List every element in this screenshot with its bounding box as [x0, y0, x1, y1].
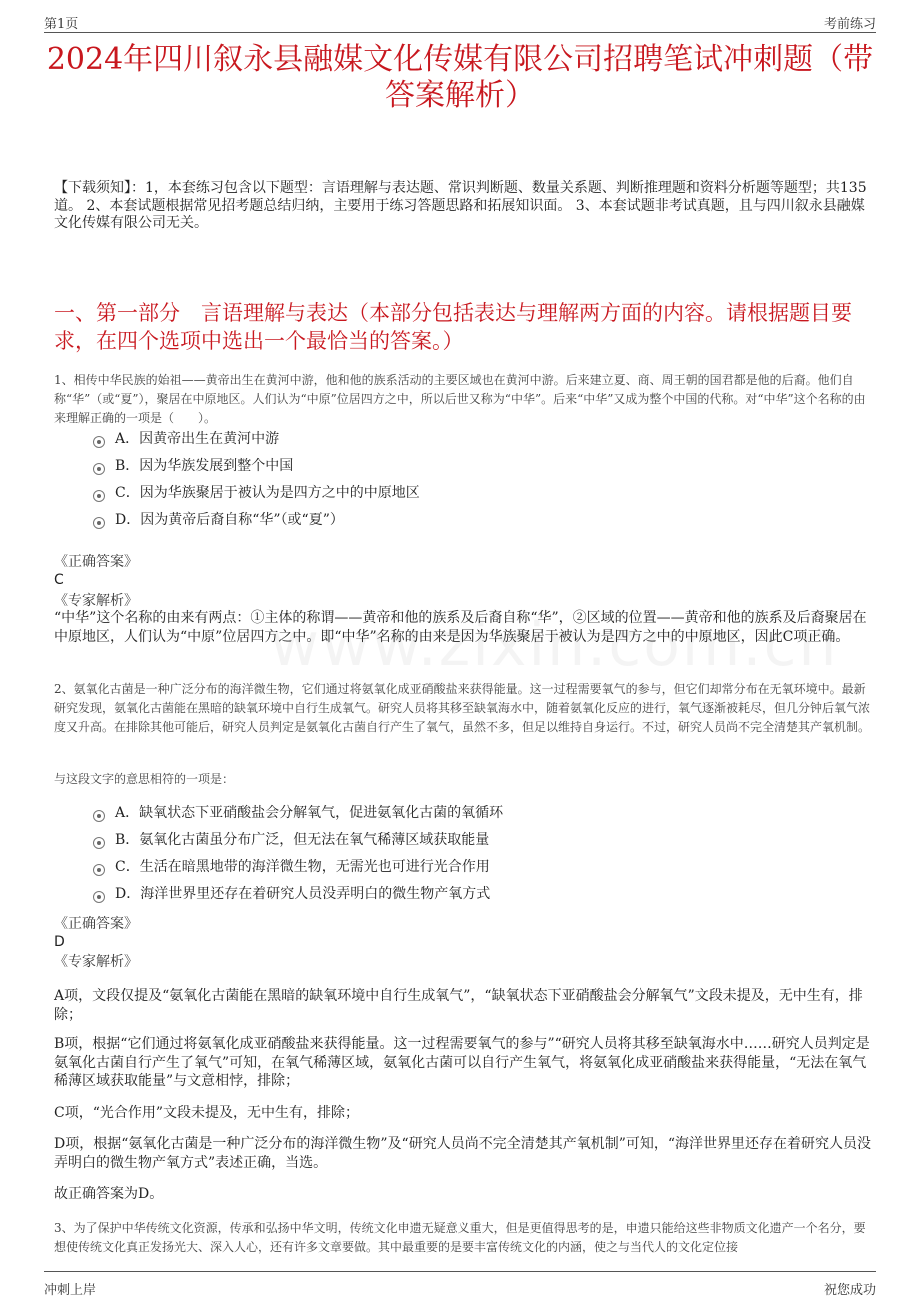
question-2-answer: D	[54, 934, 65, 950]
question-2-option-c[interactable]: C．生活在暗黑地带的海洋微生物，无需光也可进行光合作用	[93, 856, 853, 883]
radio-icon[interactable]	[93, 837, 105, 849]
radio-icon[interactable]	[93, 436, 105, 448]
radio-icon[interactable]	[93, 810, 105, 822]
question-3-stem: 3、为了保护中华传统文化资源，传承和弘扬中华文明，传统文化申遗无疑意义重大，但是更值得思考的是，申遗只能给这些非物质文化遗产一个名分，要想使传统文化真正发扬光大、深入人心，还有许多文章要做。其中最重要的是要丰富传统文化的内涵，使之与当代人的文化定位接	[54, 1221, 866, 1254]
radio-icon[interactable]	[93, 517, 105, 529]
page-footer	[44, 1271, 876, 1302]
document-title: 2024年四川叙永县融媒文化传媒有限公司招聘笔试冲刺题（带答案解析）	[46, 42, 874, 113]
question-2-option-a[interactable]: A．缺氧状态下亚硝酸盐会分解氧气，促进氨氧化古菌的氧循环	[93, 802, 853, 829]
question-1-option-d[interactable]: D．因为黄帝后裔自称“华”（或“夏”）	[93, 509, 853, 536]
question-1-option-a[interactable]: A．因黄帝出生在黄河中游	[93, 428, 853, 455]
question-2-option-b[interactable]: B．氨氧化古菌虽分布广泛，但无法在氧气稀薄区域获取能量	[93, 829, 853, 856]
question-2-analysis-d: D项，根据“氨氧化古菌是一种广泛分布的海洋微生物”及“研究人员尚不完全清楚其产氧机制”可知，“海洋世界里还存在着研究人员没弄明白的微生物产氧方式”表述正确，当选。	[54, 1136, 872, 1171]
radio-icon[interactable]	[93, 864, 105, 876]
question-2-conclusion: 故正确答案为D。	[54, 1186, 164, 1202]
question-2-options	[93, 802, 853, 910]
question-2-analysis-b: B项，根据“它们通过将氨氧化成亚硝酸盐来获得能量。这一过程需要氧气的参与”“研究人员将其移至缺氧海水中……研究人员判定是氨氧化古菌自行产生了氧气”可知，在氧气稀薄区域，氨氧化古菌可以自行产生氧气，将氨氧化成亚硝酸盐来获得能量，“无法在氧气稀薄区域获取能量”与文意相悖，排除；	[54, 1036, 870, 1089]
question-2-option-d[interactable]: D．海洋世界里还存在着研究人员没弄明白的微生物产氧方式	[93, 883, 853, 910]
question-1-option-c[interactable]: C．因为华族聚居于被认为是四方之中的中原地区	[93, 482, 853, 509]
header-tag: 考前练习	[823, 17, 876, 32]
question-1-analysis: “中华”这个名称的由来有两点：①主体的称谓——黄帝和他的族系及后裔自称“华”，②区域的位置——黄帝和他的族系及后裔聚居在中原地区，人们认为“中原”位居四方之中。即“中华”名称的由来是因为华族聚居于被认为是四方之中的中原地区，因此C项正确。	[54, 610, 867, 645]
page-number: 第1页	[44, 17, 79, 32]
question-2-expert-label: 《专家解析》	[54, 954, 138, 970]
question-1-options	[93, 428, 853, 536]
question-1-stem: 1、相传中华民族的始祖——黄帝出生在黄河中游，他和他的族系活动的主要区域也在黄河中游。后来建立夏、商、周王朝的国君都是他的后裔。他们自称“华”（或“夏”），聚居在中原地区。人们认为“中原”位居四方之中，所以后世又称为“中华”。后来“中华”又成为整个中国的代称。对“中华”这个名称的由来理解正确的一项是（ ）。	[54, 373, 866, 425]
footer-left-text: 冲刺上岸	[44, 1283, 97, 1298]
radio-icon[interactable]	[93, 891, 105, 903]
radio-icon[interactable]	[93, 490, 105, 502]
question-2-correct-label: 《正确答案》	[54, 916, 138, 932]
question-1-correct-label: 《正确答案》	[54, 554, 138, 570]
section-title: 一、第一部分 言语理解与表达（本部分包括表达与理解两方面的内容。请根据题目要求，在四个选项中选出一个最恰当的答案。）	[54, 301, 852, 353]
question-2-analysis-c: C项，“光合作用”文段未提及，无中生有，排除；	[54, 1105, 360, 1121]
question-2-prompt: 与这段文字的意思相符的一项是：	[54, 772, 235, 786]
question-2-analysis-a: A项，文段仅提及“氨氧化古菌能在黑暗的缺氧环境中自行生成氧气”，“缺氧状态下亚硝酸盐会分解氧气”文段未提及，无中生有，排除；	[54, 988, 863, 1023]
question-1-option-b[interactable]: B．因为华族发展到整个中国	[93, 455, 853, 482]
footer-right-text: 祝您成功	[823, 1283, 876, 1298]
page-header	[44, 0, 876, 33]
question-2-stem: 2、氨氧化古菌是一种广泛分布的海洋微生物，它们通过将氨氧化成亚硝酸盐来获得能量。这一过程需要氧气的参与，但它们却常分布在无氧环境中。最新研究发现，氨氧化古菌能在黑暗的缺氧环境中自行生成氧气。研究人员将其移至缺氧海水中，随着氨氧化反应的进行，氧气逐渐被耗尽，但几分钟后氧气浓度又升高。在排除其他可能后，研究人员判定是氨氧化古菌自行产生了氧气，虽然不多，但足以维持自身运行。不过，研究人员尚不完全清楚其产氧机制。	[54, 682, 871, 734]
radio-icon[interactable]	[93, 463, 105, 475]
question-1-answer: C	[54, 572, 64, 588]
download-notice: 【下载须知】：1，本套练习包含以下题型：言语理解与表达题、常识判断题、数量关系题、判断推理题和资料分析题等题型；共135道。 2、本套试题根据常见招考题总结归纳，主要用于练习答题思路和拓展知识面。 3、本套试题非考试真题，且与四川叙永县融媒文化传媒有限公司无关。	[54, 180, 867, 231]
question-1-expert-label: 《专家解析》	[54, 593, 138, 609]
